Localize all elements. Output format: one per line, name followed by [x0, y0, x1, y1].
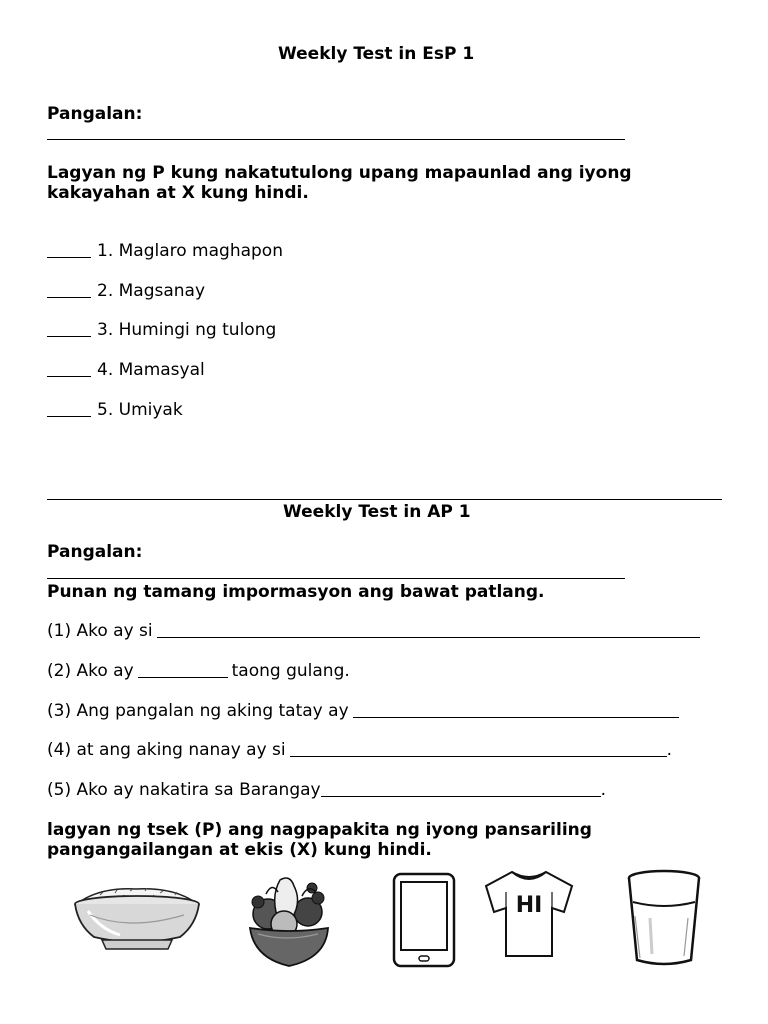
esp-item-text: 2. Magsanay	[97, 281, 206, 301]
shirt-text: HI	[515, 893, 543, 918]
tablet-icon	[392, 872, 456, 968]
t-shirt-icon	[482, 868, 576, 960]
ap-item-text: (5) Ako ay nakatira sa Barangay	[47, 780, 321, 800]
ap-item-text: (3) Ang pangalan ng aking tatay ay	[47, 701, 349, 721]
esp-item-5	[47, 400, 183, 420]
esp-item-1	[47, 241, 283, 261]
ap-item-suffix: .	[600, 780, 607, 800]
needs-instruction: lagyan ng tsek (P) ang nagpapakita ng iyong pansariling pangangailangan at ekis (X) kung hindi.	[47, 820, 592, 860]
answer-blank[interactable]	[47, 375, 91, 377]
glass-of-water-icon	[624, 868, 704, 968]
ap-title: Weekly Test in AP 1	[283, 502, 471, 522]
rice-bowl-icon	[70, 885, 205, 953]
ap-item-suffix: .	[666, 740, 673, 760]
esp-item-text: 4. Mamasyal	[97, 360, 205, 380]
section-divider	[47, 499, 722, 500]
ap-item-text: (1) Ako ay si	[47, 621, 153, 641]
esp-item-2	[47, 281, 205, 301]
ap-item-1	[47, 621, 700, 641]
esp-title: Weekly Test in EsP 1	[278, 44, 475, 64]
ap-instruction: Punan ng tamang impormasyon ang bawat patlang.	[47, 582, 545, 602]
fill-blank[interactable]	[321, 795, 601, 797]
fill-blank[interactable]	[138, 676, 228, 678]
esp-item-4	[47, 360, 205, 380]
esp-item-text: 5. Umiyak	[97, 400, 183, 420]
answer-blank[interactable]	[47, 415, 91, 417]
answer-blank[interactable]	[47, 296, 91, 298]
esp-item-text: 1. Maglaro maghapon	[97, 241, 283, 261]
ap-name-label: Pangalan:	[47, 542, 143, 562]
esp-name-line[interactable]	[47, 139, 625, 140]
fill-blank[interactable]	[290, 755, 667, 757]
fruit-bowl-icon	[246, 872, 332, 968]
ap-item-text: (4) at ang aking nanay ay si	[47, 740, 286, 760]
esp-item-3	[47, 320, 276, 340]
fill-blank[interactable]	[157, 636, 700, 638]
esp-instruction: Lagyan ng P kung nakatutulong upang mapaunlad ang iyong kakayahan at X kung hindi.	[47, 163, 632, 203]
answer-blank[interactable]	[47, 335, 91, 337]
ap-item-3	[47, 701, 679, 721]
ap-item-text: (2) Ako ay	[47, 661, 134, 681]
ap-item-suffix: taong gulang.	[231, 661, 350, 681]
ap-item-2	[47, 661, 350, 681]
ap-item-4	[47, 740, 672, 760]
answer-blank[interactable]	[47, 256, 91, 258]
esp-item-text: 3. Humingi ng tulong	[97, 320, 277, 340]
ap-name-line[interactable]	[47, 578, 625, 579]
esp-name-label: Pangalan:	[47, 104, 143, 124]
ap-item-5	[47, 780, 606, 800]
fill-blank[interactable]	[353, 716, 679, 718]
